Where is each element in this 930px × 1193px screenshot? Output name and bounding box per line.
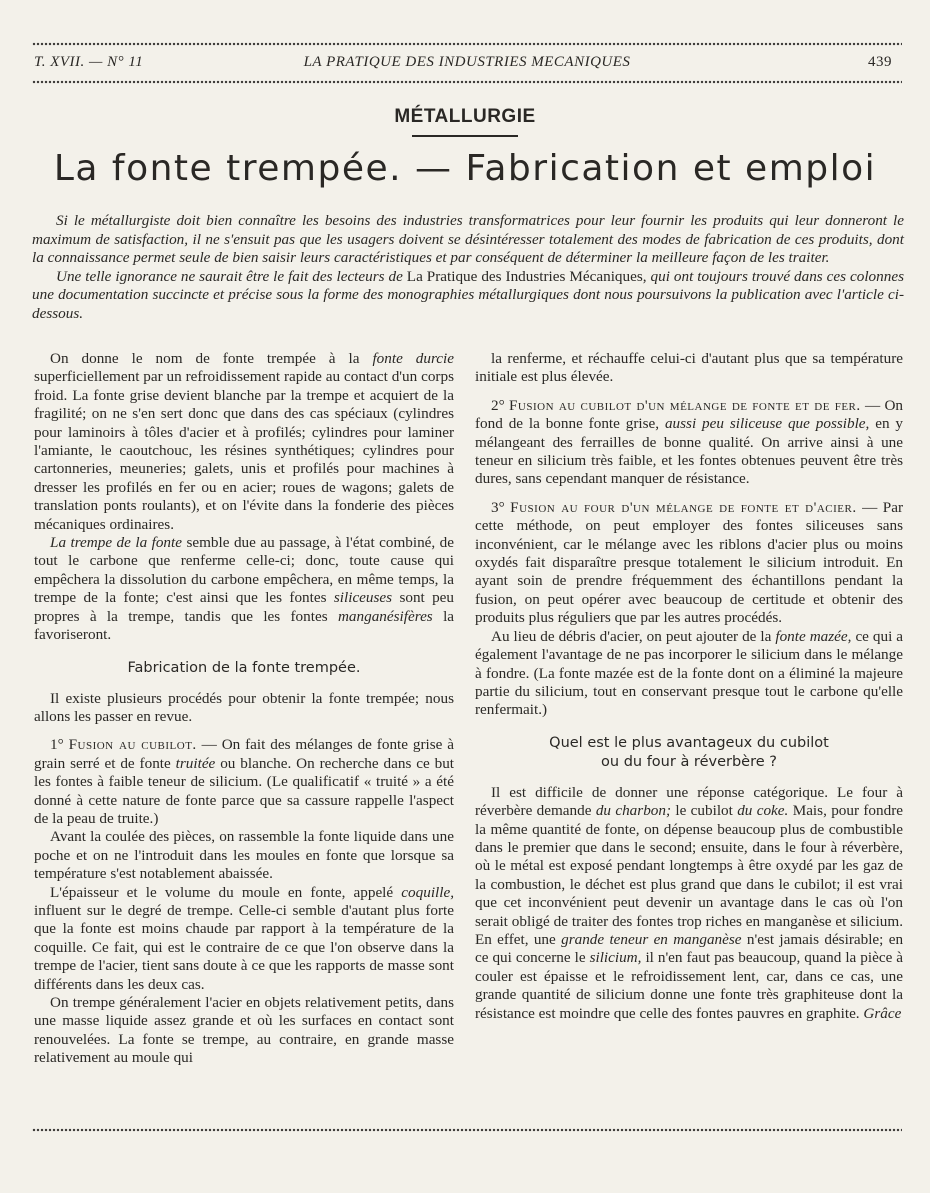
- top-dotted-rule: [32, 42, 902, 46]
- section-underline: [412, 135, 518, 137]
- intro-paragraph-1: Si le métallurgiste doit bien connaître les besoins des industries transformatrices pour leur fournir les produits qui leur donneront le maximum de satisfaction, il ne s'ensuit pas que les usagers doivent se désintéresser totalement des modes de fabrication de ces produits, dont la connaissance permet seule de bien saisir leurs caractéristiques et par conséquent de déterminer la meilleure façon de les traiter.: [32, 212, 904, 266]
- paragraph: La trempe de la fonte semble due au passage, à l'état combiné, de tout le carbone que renferme celle-ci; donc, toute cause qui empêchera la dissolution du carbone empêchera, en même temps, la trempe de la fonte; c'est ainsi que les fontes siliceuses sont peu propres à la trempe, tandis que les fontes manganésifères la favoriseront.: [34, 534, 455, 644]
- journal-name: LA PRATIQUE DES INDUSTRIES MECANIQUES: [303, 54, 631, 70]
- paragraph: L'épaisseur et le volume du moule en fonte, appelé coquille, influent sur le degré de trempe. Celle-ci semble d'autant plus forte que la fonte est moins chaude par rapport à la température de la coquille. Ce fait, qui est le contraire de ce que l'on observe dans la trempe de l'acier, tient sans doute à ce que les rapports de masse sont différents dans les deux cas.: [34, 883, 455, 993]
- paragraph: On trempe généralement l'acier en objets relativement petits, dans une masse liquide assez grande et où les surfaces en contact sont renouvelées. La fonte se trempe, au contraire, en grande masse relativement au moule qui: [34, 994, 454, 1067]
- subheading-fabrication: Fabrication de la fonte trempée.: [127, 659, 361, 676]
- left-column: [34, 350, 454, 1068]
- paragraph: Au lieu de débris d'acier, on peut ajouter de la fonte mazée, ce qui a également l'avantage de ne pas incorporer le silicium dans le mélange à fondre. (La fonte mazée est de la fonte dont on a éliminé la majeure partie du silicium, tout en conservant presque tout le carbone qu'elle renfermait.): [475, 627, 904, 719]
- paragraph: Avant la coulée des pièces, on rassemble la fonte liquide dans une poche et on ne l'introduit dans les moules en fonte que lorsque sa température s'est notablement abaissée.: [34, 828, 454, 883]
- header-dotted-rule: [32, 80, 902, 84]
- paragraph: Il est difficile de donner une réponse catégorique. Le four à réverbère demande du charbon; le cubilot du coke. Mais, pour fondre la même quantité de fonte, on dépense beaucoup plus de combustible dans le premier que dans le second; ensuite, dans le four à réverbère, où le métal est exposé pendant longtemps à être oxydé par les gaz de la combustion, le déchet est plus grand que dans le cubilot; il est vrai que cet inconvénient peut devenir un avantage dans le cas où l'on serait obligé de traiter des fontes trop riches en manganèse et silicium. En effet, une grande teneur en manganèse n'est jamais désirable; en ce qui concerne le silicium, il n'en faut pas beaucoup, quand la pièce à couler est épaisse et le refroidissement lent, car, dans ce cas, une grande quantité de silicium donne une fonte très graphiteuse dont la résistance est moindre que celle des fontes pauvres en graphite. Grâce: [475, 783, 904, 1022]
- paragraph: 1° Fusion au cubilot. — On fait des mélanges de fonte grise à grain serré et de fonte truitée ou blanche. On recherche dans ce but les fontes à faible teneur de silicium. (Le qualificatif « truité » a été donné à cette nature de fonte parce que sa cassure rappelle l'aspect de la peau de truite.): [34, 736, 455, 827]
- running-head: [32, 52, 902, 74]
- right-column: [475, 350, 903, 1023]
- article-intro: [32, 212, 904, 323]
- paragraph: 2° Fusion au cubilot d'un mélange de fonte et de fer. — On fond de la bonne fonte grise, aussi peu siliceuse que possible, en y mélangeant des ferrailles de bonne qualité. On arrive ainsi à une teneur en silicium très faible, et les fontes obtenues peuvent être très dures, sans cependant manquer de résistance.: [475, 396, 904, 488]
- journal-reference: La Pratique des Industries Mécaniques,: [406, 267, 647, 285]
- paragraph: la renferme, et réchauffe celui-ci d'autant plus que sa température initiale est plus élevée.: [475, 350, 903, 386]
- footer-dotted-rule: [32, 1128, 902, 1132]
- subheading-cubilot-vs-four: Quel est le plus avantageux du cubilot ou du four à réverbère ?: [549, 734, 829, 770]
- paragraph: 3° Fusion au four d'un mélange de fonte et d'acier. — Par cette méthode, on peut employer des fontes siliceuses sans inconvénient, car le mélange avec les riblons d'acier plus ou moins oxydés fait disparaître presque totalement le silicium introduit. En ayant soin de prendre fréquemment des échantillons pendant la fusion, on peut opérer avec beaucoup de certitude et obtenir des produits plus réguliers que par les autres procédés.: [475, 498, 904, 627]
- article-title: La fonte trempée. — Fabrication et emploi: [53, 148, 877, 189]
- issue-label: T. XVII. — N° 11: [34, 54, 144, 70]
- paragraph: Il existe plusieurs procédés pour obtenir la fonte trempée; nous allons les passer en revue.: [34, 689, 454, 725]
- page-number: 439: [868, 54, 892, 70]
- paragraph: On donne le nom de fonte trempée à la fonte durcie superficiellement par un refroidissement rapide au contact d'un corps froid. La fonte grise devient blanche par la trempe et acquiert de la fragilité; on ne s'en sert donc que dans des cas spéciaux (cylindres pour laminoirs à tôles d'acier et à profilés; cylindres pour laminer l'amiante, le caoutchouc, les résines synthétiques; cylindres pour cartonneries, meuneries; galets, unis et profilés pour machines à dresser les profilés en fer ou en acier; roues de wagons; galets de translation ponts roulants), et on l'évite dans la fonderie des pièces mécaniques ordinaires.: [34, 350, 454, 533]
- intro-paragraph-2: Une telle ignorance ne saurait être le fait des lecteurs de La Pratique des Industries Mécaniques, qui ont toujours trouvé dans ces colonnes une documentation succincte et précise sous la forme des monographies métallurgiques dont nous poursuivons la publication avec l'article ci-dessous.: [32, 267, 904, 322]
- section-heading: MÉTALLURGIE: [394, 106, 536, 127]
